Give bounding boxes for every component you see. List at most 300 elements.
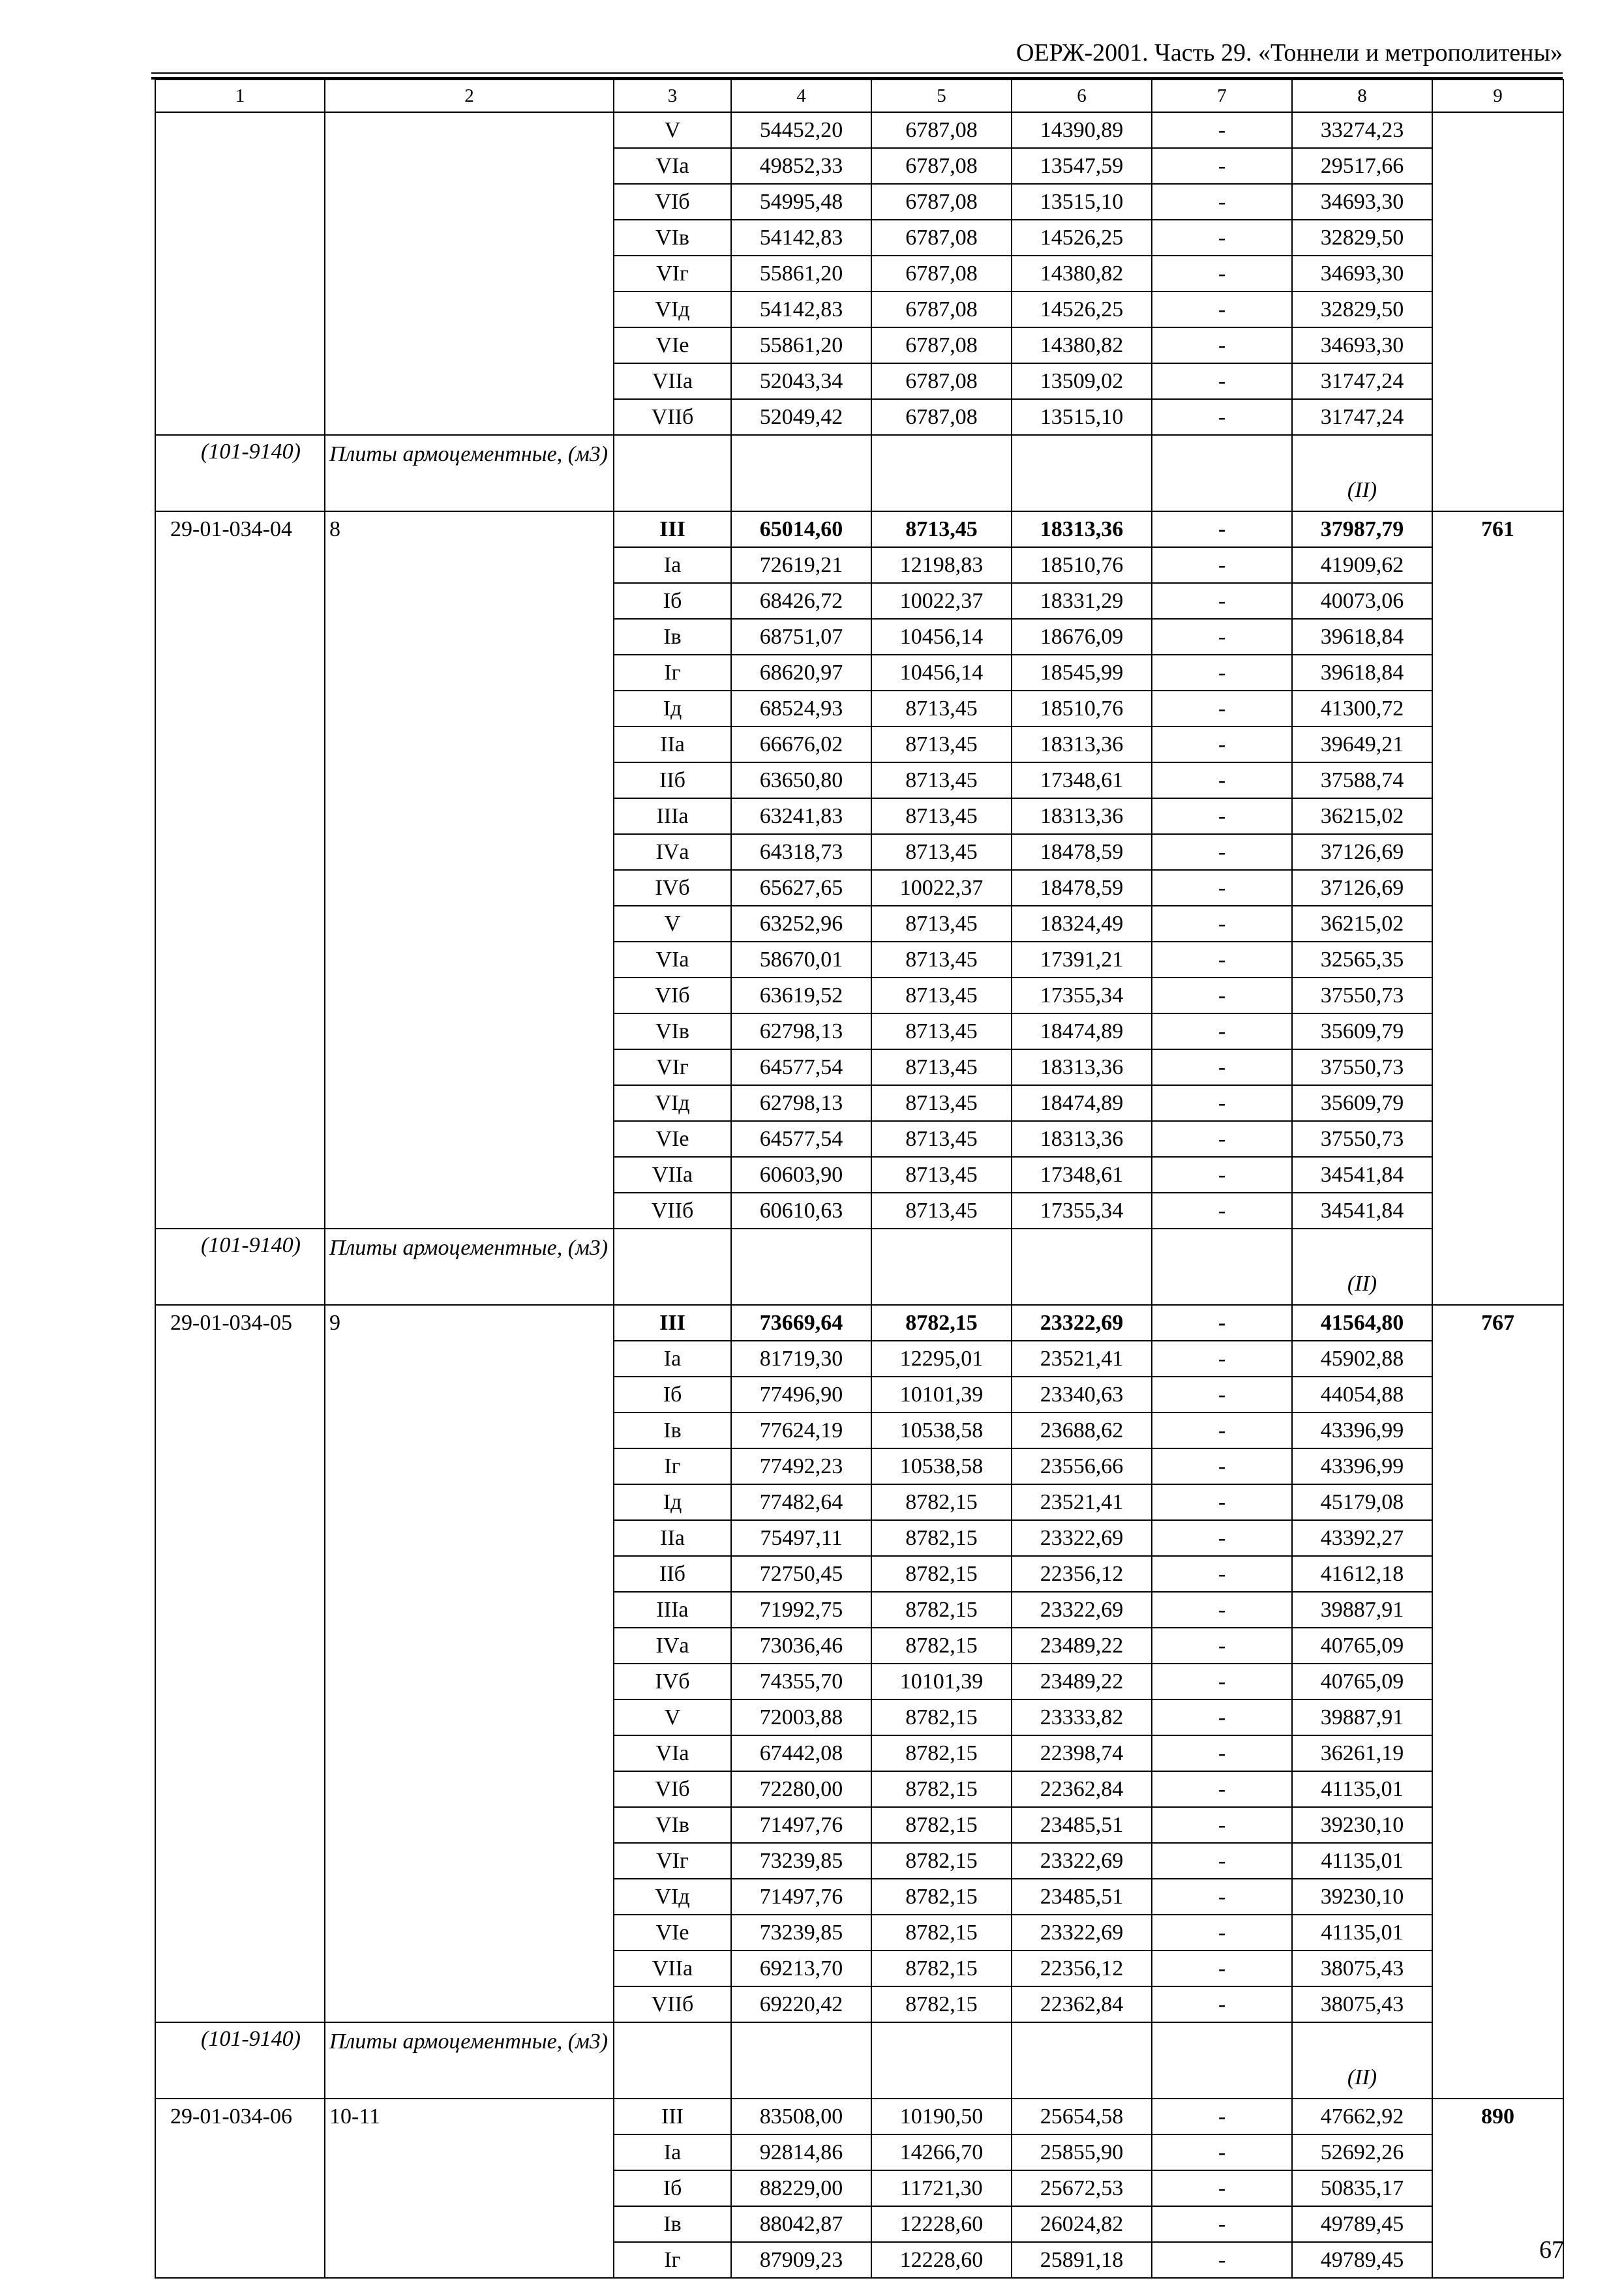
wages-machinists: - (1152, 148, 1292, 184)
wages: 6787,08 (871, 399, 1012, 435)
direct-costs: 68751,07 (731, 619, 871, 655)
grade: VIг (614, 1049, 731, 1085)
direct-costs: 72750,45 (731, 1556, 871, 1592)
column-header: 6 (1012, 80, 1152, 112)
empty-cell (871, 1229, 1012, 1305)
wages: 8782,15 (871, 1628, 1012, 1664)
direct-costs: 69213,70 (731, 1951, 871, 1986)
grade: IIб (614, 762, 731, 798)
resource-code: 761 (1432, 511, 1563, 1305)
machine-costs: 14390,89 (1012, 112, 1152, 148)
direct-costs: 87909,23 (731, 2242, 871, 2278)
machine-costs: 22356,12 (1012, 1556, 1152, 1592)
direct-costs: 62798,13 (731, 1085, 871, 1121)
grade: Iг (614, 655, 731, 691)
machine-costs: 18676,09 (1012, 619, 1152, 655)
rate-title: 8 (325, 511, 614, 1229)
direct-costs: 88229,00 (731, 2170, 871, 2206)
direct-costs: 72619,21 (731, 547, 871, 583)
direct-costs: 52043,34 (731, 363, 871, 399)
wages-machinists: - (1152, 1157, 1292, 1193)
grade: III (614, 1305, 731, 1341)
machine-costs: 18313,36 (1012, 511, 1152, 547)
grade: VIд (614, 292, 731, 327)
wages: 6787,08 (871, 292, 1012, 327)
grade: V (614, 906, 731, 942)
machine-costs: 22362,84 (1012, 1771, 1152, 1807)
rate-code: 29-01-034-04 (155, 511, 325, 1229)
direct-costs: 55861,20 (731, 327, 871, 363)
grade: VIIб (614, 399, 731, 435)
page-number: 67 (1539, 2236, 1564, 2264)
wages: 8713,45 (871, 691, 1012, 726)
grade: Iд (614, 1484, 731, 1520)
wages: 8782,15 (871, 1843, 1012, 1879)
grade: VIIб (614, 1986, 731, 2022)
empty-cell (731, 1229, 871, 1305)
materials-costs: 39887,91 (1292, 1592, 1432, 1628)
material-code: (101-9140) (155, 2022, 325, 2099)
machine-costs: 18313,36 (1012, 798, 1152, 834)
wages: 6787,08 (871, 363, 1012, 399)
wages-machinists: - (1152, 2242, 1292, 2278)
wages-machinists: - (1152, 1843, 1292, 1879)
grade: III (614, 511, 731, 547)
direct-costs: 52049,42 (731, 399, 871, 435)
grade: VIа (614, 148, 731, 184)
wages: 8782,15 (871, 1699, 1012, 1735)
direct-costs: 63241,83 (731, 798, 871, 834)
machine-costs: 13515,10 (1012, 184, 1152, 220)
materials-costs: 37126,69 (1292, 870, 1432, 906)
machine-costs: 23322,69 (1012, 1305, 1152, 1341)
machine-costs: 13509,02 (1012, 363, 1152, 399)
wages: 12228,60 (871, 2206, 1012, 2242)
wages-machinists: - (1152, 1377, 1292, 1413)
grade: VIв (614, 1013, 731, 1049)
wages: 8713,45 (871, 1049, 1012, 1085)
materials-costs: 39618,84 (1292, 619, 1432, 655)
direct-costs: 54142,83 (731, 292, 871, 327)
wages-machinists: - (1152, 2206, 1292, 2242)
wages: 8713,45 (871, 1013, 1012, 1049)
materials-costs: 39618,84 (1292, 655, 1432, 691)
wages: 8782,15 (871, 1305, 1012, 1341)
grade: III (614, 2099, 731, 2134)
grade: VIд (614, 1879, 731, 1915)
direct-costs: 73036,46 (731, 1628, 871, 1664)
wages-machinists: - (1152, 547, 1292, 583)
empty-cell (871, 2022, 1012, 2099)
direct-costs: 77496,90 (731, 1377, 871, 1413)
rate-title (325, 112, 614, 435)
wages-machinists: - (1152, 1013, 1292, 1049)
direct-costs: 73239,85 (731, 1843, 871, 1879)
direct-costs: 60610,63 (731, 1193, 871, 1229)
machine-costs: 23322,69 (1012, 1843, 1152, 1879)
machine-costs: 18510,76 (1012, 691, 1152, 726)
empty-cell (1152, 2022, 1292, 2099)
direct-costs: 67442,08 (731, 1735, 871, 1771)
machine-costs: 25672,53 (1012, 2170, 1152, 2206)
materials-costs: 36215,02 (1292, 906, 1432, 942)
direct-costs: 71497,76 (731, 1879, 871, 1915)
wages-machinists: - (1152, 583, 1292, 619)
rate-code (155, 112, 325, 435)
direct-costs: 69220,42 (731, 1986, 871, 2022)
grade: VIа (614, 1735, 731, 1771)
direct-costs: 92814,86 (731, 2134, 871, 2170)
machine-costs: 14380,82 (1012, 256, 1152, 292)
direct-costs: 68426,72 (731, 583, 871, 619)
grade: Iв (614, 2206, 731, 2242)
table-row (155, 511, 1563, 547)
resource-code (1432, 112, 1563, 511)
direct-costs: 74355,70 (731, 1664, 871, 1699)
materials-costs: 34693,30 (1292, 184, 1432, 220)
wages-machinists: - (1152, 1520, 1292, 1556)
grade: IIIа (614, 798, 731, 834)
wages-machinists: - (1152, 184, 1292, 220)
materials-costs: 47662,92 (1292, 2099, 1432, 2134)
wages-machinists: - (1152, 762, 1292, 798)
wages: 10538,58 (871, 1413, 1012, 1448)
grade: Iв (614, 619, 731, 655)
grade: Iг (614, 2242, 731, 2278)
machine-costs: 18474,89 (1012, 1085, 1152, 1121)
wages-machinists: - (1152, 1699, 1292, 1735)
materials-costs: 36261,19 (1292, 1735, 1432, 1771)
wages: 10190,50 (871, 2099, 1012, 2134)
wages-machinists: - (1152, 292, 1292, 327)
direct-costs: 54142,83 (731, 220, 871, 256)
direct-costs: 77624,19 (731, 1413, 871, 1448)
wages: 8713,45 (871, 798, 1012, 834)
column-header: 7 (1152, 80, 1292, 112)
direct-costs: 72280,00 (731, 1771, 871, 1807)
wages-machinists: - (1152, 1448, 1292, 1484)
wages: 8782,15 (871, 1735, 1012, 1771)
machine-costs: 17355,34 (1012, 1193, 1152, 1229)
wages: 10101,39 (871, 1377, 1012, 1413)
header-rule-thin (151, 72, 1563, 74)
direct-costs: 58670,01 (731, 942, 871, 978)
materials-costs: 52692,26 (1292, 2134, 1432, 2170)
machine-costs: 18313,36 (1012, 726, 1152, 762)
machine-costs: 23322,69 (1012, 1592, 1152, 1628)
materials-costs: 37588,74 (1292, 762, 1432, 798)
materials-costs: 35609,79 (1292, 1013, 1432, 1049)
materials-costs: 39230,10 (1292, 1879, 1432, 1915)
wages: 6787,08 (871, 327, 1012, 363)
materials-costs: 44054,88 (1292, 1377, 1432, 1413)
materials-costs: 41135,01 (1292, 1915, 1432, 1951)
machine-costs: 22362,84 (1012, 1986, 1152, 2022)
grade: Iб (614, 1377, 731, 1413)
materials-costs: 31747,24 (1292, 399, 1432, 435)
materials-costs: 39649,21 (1292, 726, 1432, 762)
wages-machinists: - (1152, 1592, 1292, 1628)
wages: 10538,58 (871, 1448, 1012, 1484)
wages: 8713,45 (871, 1157, 1012, 1193)
wages: 8713,45 (871, 978, 1012, 1013)
rate-title: 9 (325, 1305, 614, 2022)
grade: VIIа (614, 1951, 731, 1986)
materials-costs: 49789,45 (1292, 2206, 1432, 2242)
machine-costs: 14526,25 (1012, 220, 1152, 256)
wages: 8782,15 (871, 1915, 1012, 1951)
empty-cell (731, 2022, 871, 2099)
wages-machinists: - (1152, 1986, 1292, 2022)
machine-costs: 22356,12 (1012, 1951, 1152, 1986)
wages: 8713,45 (871, 1121, 1012, 1157)
materials-costs: 41612,18 (1292, 1556, 1432, 1592)
material-name: Плиты армоцементные, (м3) (325, 2022, 614, 2099)
price-table (155, 79, 1564, 2279)
grade: Iв (614, 1413, 731, 1448)
materials-costs: 32829,50 (1292, 220, 1432, 256)
materials-costs: 39230,10 (1292, 1807, 1432, 1843)
grade: Iа (614, 547, 731, 583)
grade: Iг (614, 1448, 731, 1484)
grade: VIе (614, 1121, 731, 1157)
direct-costs: 66676,02 (731, 726, 871, 762)
machine-costs: 22398,74 (1012, 1735, 1152, 1771)
empty-cell (1012, 435, 1152, 511)
grade: IVа (614, 834, 731, 870)
machine-costs: 18331,29 (1012, 583, 1152, 619)
grade: IVб (614, 870, 731, 906)
wages: 6787,08 (871, 220, 1012, 256)
materials-costs: 31747,24 (1292, 363, 1432, 399)
materials-costs: 43392,27 (1292, 1520, 1432, 1556)
material-name: Плиты армоцементные, (м3) (325, 435, 614, 511)
wages-machinists: - (1152, 1735, 1292, 1771)
empty-cell (1152, 435, 1292, 511)
wages-machinists: - (1152, 942, 1292, 978)
wages-machinists: - (1152, 1484, 1292, 1520)
column-header: 1 (155, 80, 325, 112)
caption-row (155, 2022, 1563, 2099)
material-note: (II) (1292, 435, 1432, 511)
grade: VIIа (614, 363, 731, 399)
wages: 10456,14 (871, 619, 1012, 655)
wages-machinists: - (1152, 2170, 1292, 2206)
caption-row (155, 1229, 1563, 1305)
direct-costs: 81719,30 (731, 1341, 871, 1377)
table-row (155, 2099, 1563, 2134)
rate-title: 10-11 (325, 2099, 614, 2278)
resource-code: 890 (1432, 2099, 1563, 2278)
wages-machinists: - (1152, 220, 1292, 256)
wages: 8713,45 (871, 1193, 1012, 1229)
direct-costs: 65627,65 (731, 870, 871, 906)
direct-costs: 72003,88 (731, 1699, 871, 1735)
grade: VIв (614, 1807, 731, 1843)
machine-costs: 23521,41 (1012, 1341, 1152, 1377)
wages-machinists: - (1152, 1951, 1292, 1986)
machine-costs: 23556,66 (1012, 1448, 1152, 1484)
machine-costs: 23322,69 (1012, 1520, 1152, 1556)
direct-costs: 73669,64 (731, 1305, 871, 1341)
materials-costs: 34693,30 (1292, 256, 1432, 292)
machine-costs: 23340,63 (1012, 1377, 1152, 1413)
direct-costs: 54452,20 (731, 112, 871, 148)
grade: VIIб (614, 1193, 731, 1229)
empty-cell (614, 1229, 731, 1305)
grade: VIб (614, 978, 731, 1013)
wages-machinists: - (1152, 1879, 1292, 1915)
empty-cell (1012, 2022, 1152, 2099)
wages-machinists: - (1152, 1807, 1292, 1843)
direct-costs: 83508,00 (731, 2099, 871, 2134)
wages: 8782,15 (871, 1807, 1012, 1843)
materials-costs: 41564,80 (1292, 1305, 1432, 1341)
wages-machinists: - (1152, 1915, 1292, 1951)
materials-costs: 43396,99 (1292, 1413, 1432, 1448)
wages-machinists: - (1152, 1771, 1292, 1807)
caption-row (155, 435, 1563, 511)
grade: VIд (614, 1085, 731, 1121)
direct-costs: 49852,33 (731, 148, 871, 184)
wages: 8713,45 (871, 511, 1012, 547)
wages: 10022,37 (871, 583, 1012, 619)
grade: VIб (614, 184, 731, 220)
machine-costs: 17391,21 (1012, 942, 1152, 978)
direct-costs: 71992,75 (731, 1592, 871, 1628)
wages-machinists: - (1152, 2099, 1292, 2134)
column-header: 4 (731, 80, 871, 112)
wages: 6787,08 (871, 184, 1012, 220)
grade: IIб (614, 1556, 731, 1592)
direct-costs: 63619,52 (731, 978, 871, 1013)
direct-costs: 55861,20 (731, 256, 871, 292)
wages: 6787,08 (871, 148, 1012, 184)
machine-costs: 14380,82 (1012, 327, 1152, 363)
machine-costs: 18478,59 (1012, 834, 1152, 870)
wages-machinists: - (1152, 327, 1292, 363)
wages: 8713,45 (871, 834, 1012, 870)
materials-costs: 36215,02 (1292, 798, 1432, 834)
grade: VIг (614, 1843, 731, 1879)
materials-costs: 32829,50 (1292, 292, 1432, 327)
machine-costs: 18324,49 (1012, 906, 1152, 942)
grade: Iа (614, 2134, 731, 2170)
materials-costs: 29517,66 (1292, 148, 1432, 184)
wages: 12198,83 (871, 547, 1012, 583)
direct-costs: 88042,87 (731, 2206, 871, 2242)
machine-costs: 25855,90 (1012, 2134, 1152, 2170)
materials-costs: 41135,01 (1292, 1771, 1432, 1807)
machine-costs: 23489,22 (1012, 1664, 1152, 1699)
direct-costs: 64577,54 (731, 1049, 871, 1085)
wages-machinists: - (1152, 726, 1292, 762)
machine-costs: 18545,99 (1012, 655, 1152, 691)
grade: Iд (614, 691, 731, 726)
machine-costs: 23333,82 (1012, 1699, 1152, 1735)
materials-costs: 45902,88 (1292, 1341, 1432, 1377)
machine-costs: 23521,41 (1012, 1484, 1152, 1520)
wages: 8713,45 (871, 906, 1012, 942)
materials-costs: 41909,62 (1292, 547, 1432, 583)
wages-machinists: - (1152, 798, 1292, 834)
wages-machinists: - (1152, 655, 1292, 691)
grade: Iб (614, 583, 731, 619)
wages: 11721,30 (871, 2170, 1012, 2206)
machine-costs: 18313,36 (1012, 1049, 1152, 1085)
table-row (155, 112, 1563, 148)
wages: 8713,45 (871, 762, 1012, 798)
wages: 8713,45 (871, 1085, 1012, 1121)
material-note: (II) (1292, 2022, 1432, 2099)
grade: Iб (614, 2170, 731, 2206)
empty-cell (614, 435, 731, 511)
column-header: 9 (1432, 80, 1563, 112)
wages-machinists: - (1152, 1413, 1292, 1448)
materials-costs: 41135,01 (1292, 1843, 1432, 1879)
machine-costs: 13547,59 (1012, 148, 1152, 184)
wages-machinists: - (1152, 619, 1292, 655)
wages: 6787,08 (871, 112, 1012, 148)
materials-costs: 34693,30 (1292, 327, 1432, 363)
wages-machinists: - (1152, 1664, 1292, 1699)
grade: IIа (614, 1520, 731, 1556)
machine-costs: 13515,10 (1012, 399, 1152, 435)
materials-costs: 34541,84 (1292, 1157, 1432, 1193)
wages-machinists: - (1152, 1305, 1292, 1341)
materials-costs: 40073,06 (1292, 583, 1432, 619)
wages: 8782,15 (871, 1771, 1012, 1807)
machine-costs: 23489,22 (1012, 1628, 1152, 1664)
wages-machinists: - (1152, 691, 1292, 726)
rate-code: 29-01-034-06 (155, 2099, 325, 2278)
wages: 6787,08 (871, 256, 1012, 292)
materials-costs: 45179,08 (1292, 1484, 1432, 1520)
machine-costs: 17355,34 (1012, 978, 1152, 1013)
column-header: 8 (1292, 80, 1432, 112)
wages: 8782,15 (871, 1951, 1012, 1986)
wages-machinists: - (1152, 256, 1292, 292)
materials-costs: 37550,73 (1292, 1121, 1432, 1157)
grade: IIа (614, 726, 731, 762)
wages: 8782,15 (871, 1986, 1012, 2022)
wages: 8713,45 (871, 726, 1012, 762)
wages-machinists: - (1152, 363, 1292, 399)
wages-machinists: - (1152, 870, 1292, 906)
materials-costs: 41300,72 (1292, 691, 1432, 726)
direct-costs: 68620,97 (731, 655, 871, 691)
empty-cell (731, 435, 871, 511)
material-name: Плиты армоцементные, (м3) (325, 1229, 614, 1305)
machine-costs: 18474,89 (1012, 1013, 1152, 1049)
column-header-row (155, 80, 1563, 112)
direct-costs: 75497,11 (731, 1520, 871, 1556)
wages-machinists: - (1152, 2134, 1292, 2170)
wages: 10101,39 (871, 1664, 1012, 1699)
wages-machinists: - (1152, 399, 1292, 435)
page-header: ОЕРЖ-2001. Часть 29. «Тоннели и метрополитены» (1015, 39, 1563, 67)
materials-costs: 33274,23 (1292, 112, 1432, 148)
machine-costs: 18478,59 (1012, 870, 1152, 906)
machine-costs: 23688,62 (1012, 1413, 1152, 1448)
direct-costs: 68524,93 (731, 691, 871, 726)
machine-costs: 25891,18 (1012, 2242, 1152, 2278)
materials-costs: 38075,43 (1292, 1951, 1432, 1986)
materials-costs: 40765,09 (1292, 1664, 1432, 1699)
direct-costs: 77492,23 (731, 1448, 871, 1484)
wages: 10456,14 (871, 655, 1012, 691)
direct-costs: 77482,64 (731, 1484, 871, 1520)
